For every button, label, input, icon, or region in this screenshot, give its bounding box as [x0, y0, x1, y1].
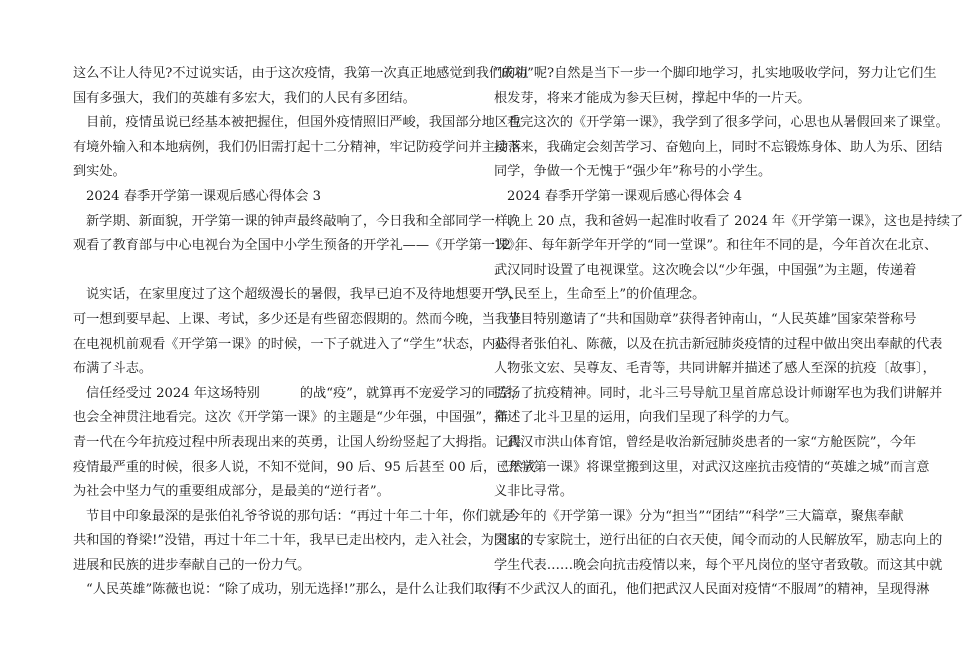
paragraph-line: 描述了北斗卫星的运用，向我们呈现了科学的力气。 [494, 410, 798, 426]
paragraph-line: 看完这次的《开学第一课》，我学到了很多学问，心思也从暑假回来了课堂。 [507, 115, 949, 131]
paragraph-line: 可一想到要早起、上课、考试，多少还是有些留恋假期的。然而今晚，当我坐 [73, 311, 522, 327]
paragraph-line [73, 382, 525, 407]
paragraph-line: 晚上 20 点，我和爸妈一起准时收看了 2024 年《开学第一课》，这也是持续了 [507, 213, 963, 229]
paragraph-line: “人民至上，生命至上”的价值理念。 [494, 287, 706, 303]
paragraph-line: 到实处。 [73, 164, 126, 180]
paragraph-line: 目前，疫情虽说已经基本被把握住，但国外疫情照旧严峻，我国部分地区也 [86, 115, 522, 131]
paragraph-line: 观看了教育部与中心电视台为全国中小学生预备的开学礼——《开学第一课》。 [73, 238, 528, 254]
paragraph-line: 也会全神贯注地看完。这次《开学第一课》的主题是“少年强，中国强”，年 [73, 410, 509, 426]
section-heading: 2024 春季开学第一课观后感心得体会 3 [86, 188, 321, 204]
paragraph-line: 疫情最严重的时候，很多人说，不知不觉间，90 后、95 后甚至 00 后，已然成 [73, 459, 536, 475]
paragraph-line: 同学，争做一个无愧于“强少年”称号的小学生。 [494, 164, 772, 180]
paragraph-line: “成功”呢?自然是当下一步一个脚印地学习，扎实地吸收学问，努力让它们生 [494, 66, 937, 81]
paragraph-line: 在电视机前观看《开学第一课》的时候，一下子就进入了“学生”状态，内心 [73, 336, 509, 352]
paragraph-line: 新学期、新面貌，开学第一课的钟声最终敲响了，今日我和全部同学一样， [86, 213, 522, 229]
paragraph-line: 这么不让人待见?不过说实话，由于这次疫情，我第一次真正地感觉到我们的祖 [73, 66, 529, 81]
section-heading: 2024 春季开学第一课观后感心得体会 4 [507, 188, 742, 204]
paragraph-line: 国有多强大，我们的英雄有多宏大，我们的人民有多团结。 [73, 90, 416, 106]
paragraph-line: 为社会中坚力气的重要组成部分，是最美的“逆行者”。 [73, 484, 390, 500]
paragraph-line: 弘扬了抗疫精神。同时，北斗三号导航卫星首席总设计师谢军也为我们讲解并 [494, 385, 943, 401]
paragraph-line: 说实话，在家里度过了这个超级漫长的暑假，我早已迫不及待地想要开学， [86, 287, 522, 303]
paragraph-line: 获得者张伯礼、陈薇，以及在抗击新冠肺炎疫情的过程中做出突出奉献的代表 [494, 336, 943, 352]
paragraph-line: 接下来，我确定会刻苦学习、奋勉向上，同时不忘锻炼身体、助人为乐、团结 [494, 139, 943, 155]
paragraph-line: 武汉市洪山体育馆，曾经是收治新冠肺炎患者的一家“方舱医院”，今年 [507, 434, 917, 450]
paragraph-line: 进展和民族的进步奉献自己的一份力气。 [73, 557, 311, 573]
paragraph-line: 共和国的脊梁!”没错，再过十年二十年，我早已走出校内，走入社会，为国家的 [73, 533, 534, 549]
paragraph-line: 义非比寻常。 [494, 484, 574, 500]
paragraph-line: 《开学第一课》将课堂搬到这里，对武汉这座抗击疫情的“英雄之城”而言意 [494, 459, 930, 475]
paragraph-line: 根发芽，将来才能成为参天巨树，撑起中华的一片天。 [494, 90, 811, 106]
paragraph-line: 12 年、每年新学年开学的“同一堂课”。和往年不同的是，今年首次在北京、 [494, 238, 938, 254]
paragraph-line: 有境外输入和本地病例，我们仍旧需打起十二分精神，牢记防疫学问并主动落 [73, 139, 522, 155]
paragraph-line: 突出的专家院士，逆行出征的白衣天使，闻令而动的人民解放军，励志向上的 [494, 533, 943, 549]
paragraph-line: 布满了斗志。 [73, 361, 153, 377]
paragraph-line: 有不少武汉人的面孔，他们把武汉人民面对疫情“不服周”的精神，呈现得淋 [494, 582, 930, 598]
paragraph-line: 今年的《开学第一课》分为“担当”“团结”“科学”三大篇章，聚焦奉献 [507, 508, 904, 524]
paragraph-line: 武汉同时设置了电视课堂。这次晚会以“少年强，中国强”为主题，传递着 [494, 262, 917, 278]
paragraph-line: “人民英雄”陈薇也说：“除了成功，别无选择!”那么，是什么让我们取得 [86, 582, 501, 598]
paragraph-line: 节目中印象最深的是张伯礼爷爷说的那句话：“再过十年二十年，你们就是 [86, 508, 515, 524]
line-segment: 信任经受过 2024 年这场特别 [86, 385, 260, 401]
right-text-column [494, 62, 963, 603]
paragraph-line: 人物张文宏、吴尊友、毛青等，共同讲解并描述了感人至深的抗疫〔故事〕， [494, 361, 936, 377]
blank-line [73, 259, 471, 284]
line-segment: 的战“疫”，就算再不宠爱学习的同学， [299, 385, 525, 401]
paragraph-line: 青一代在今年抗疫过程中所表现出来的英勇，让国人纷纷竖起了大拇指。记得 [73, 434, 522, 450]
paragraph-line: 学生代表……晚会向抗击疫情以来，每个平凡岗位的坚守者致敬。而这其中就 [494, 557, 943, 573]
paragraph-line: 节目特别邀请了“共和国勋章”获得者钟南山，“人民英雄”国家荣誉称号 [507, 311, 917, 327]
